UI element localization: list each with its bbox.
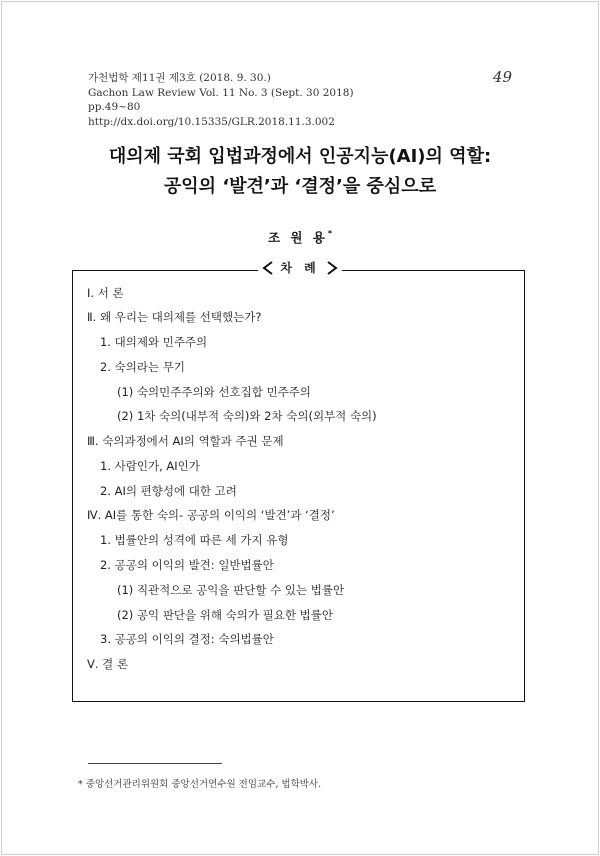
- toc-heading: [0, 259, 600, 276]
- journal-pages: pp.49~80: [88, 101, 141, 114]
- author-name: 조 원 용: [267, 230, 328, 245]
- toc-heading-label: 차 례: [280, 261, 320, 275]
- article-title-line-2: 공익의 ‘발견’과 ‘결정’을 중심으로: [163, 176, 437, 197]
- left-angle-bracket-icon: [262, 261, 274, 275]
- toc-item[interactable]: 1. 대의제와 민주주의: [100, 335, 208, 349]
- toc-item[interactable]: Ⅳ. AI를 통한 숙의- 공공의 이익의 ‘발견’과 ‘결정’: [87, 508, 335, 522]
- toc-item[interactable]: 1. 법률안의 성격에 따른 세 가지 유형: [100, 533, 289, 547]
- footnote-divider: [88, 763, 222, 764]
- toc-item[interactable]: (2) 공익 판단을 위해 숙의가 필요한 법률안: [117, 608, 333, 622]
- toc-item[interactable]: 1. 사람인가, AI인가: [100, 459, 200, 473]
- journal-info: [88, 71, 354, 129]
- toc-item[interactable]: Ⅲ. 숙의과정에서 AI의 역할과 주권 문제: [87, 434, 284, 448]
- author: [0, 228, 600, 246]
- right-angle-bracket-icon: [326, 261, 338, 275]
- toc-item[interactable]: (1) 직관적으로 공익을 판단할 수 있는 법률안: [117, 583, 345, 597]
- author-footnote: * 중앙선거관리위원회 중앙선거연수원 전임교수, 법학박사.: [78, 779, 322, 790]
- journal-doi-link[interactable]: http://dx.doi.org/10.15335/GLR.2018.11.3.002: [88, 115, 335, 128]
- article-title-line-1: 대의제 국회 입법과정에서 인공지능(AI)의 역할:: [108, 146, 492, 167]
- toc-item[interactable]: (1) 숙의민주주의와 선호집합 민주주의: [117, 385, 311, 399]
- author-footnote-mark[interactable]: *: [327, 228, 333, 238]
- toc-item[interactable]: 2. 공공의 이익의 발견: 일반법률안: [100, 558, 274, 572]
- toc-item[interactable]: (2) 1차 숙의(내부적 숙의)와 2차 숙의(외부적 숙의): [117, 409, 377, 423]
- article-title: [0, 142, 600, 202]
- toc-item[interactable]: 2. AI의 편향성에 대한 고려: [100, 484, 237, 498]
- toc-item[interactable]: Ⅴ. 결 론: [87, 657, 129, 671]
- toc-item[interactable]: Ⅰ. 서 론: [87, 286, 124, 300]
- journal-english-title: Gachon Law Review Vol. 11 No. 3 (Sept. 30 2018): [88, 86, 354, 99]
- toc-item[interactable]: 2. 숙의라는 무기: [100, 360, 185, 374]
- toc-item[interactable]: 3. 공공의 이익의 결정: 숙의법률안: [100, 632, 274, 646]
- journal-korean-title: 가천법학 제11권 제3호 (2018. 9. 30.): [88, 72, 271, 84]
- page-number: 49: [492, 68, 512, 86]
- toc-item[interactable]: Ⅱ. 왜 우리는 대의제를 선택했는가?: [87, 310, 262, 324]
